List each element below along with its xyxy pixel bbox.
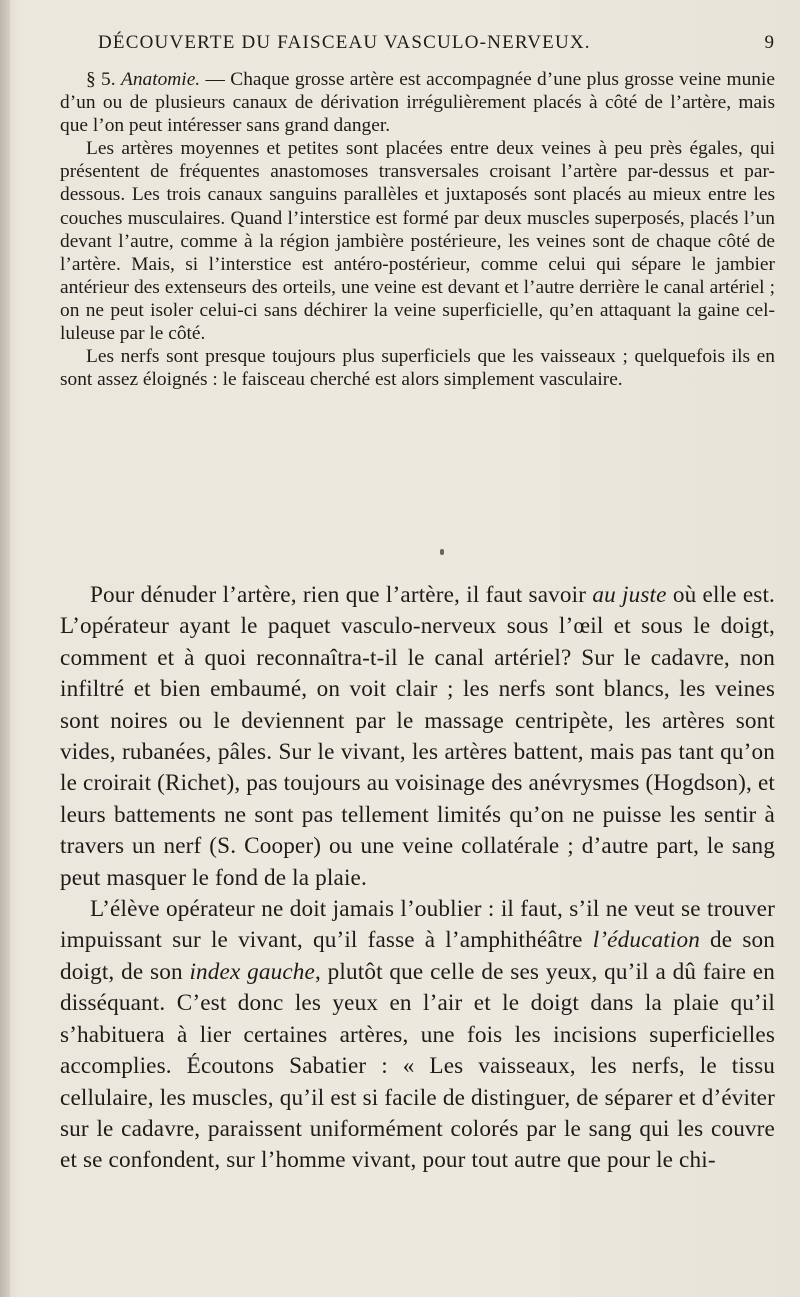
running-header [60,32,774,62]
page-number: 9 [764,32,774,53]
main-paragraph-2 [60,894,775,1177]
main-p2-emphasis-2: index gauche [189,958,315,985]
main-text [60,580,775,1177]
main-p2-text-a: L’élève opérateur ne doit jamais l’oublier : il faut, s’il ne veut se trouver impuissant sur le vivant, qu’il fasse à l’amphithéâtre [60,896,775,954]
section-paragraph-2: Les artères moyennes et petites sont placées entre deux veines à peu près égales, qui présentent de fréquentes anastomoses transversales croisant l’artère par-dessus et par-dessous. Les trois canaux sanguins parallèles et juxtaposés sont placés au mieux entre les couches musculaires. Quand l’interstice est formé par deux muscles superposés, placés l’un devant l’autre, comme à la région jambière postérieure, les veines sont de chaque côté de l’artère. Mais, si l’interstice est antéro-postérieur, comme celui qui sépare le jambier antérieur des extenseurs des orteils, une veine est devant et l’autre derrière le canal artériel ; on ne peut isoler celui-ci sans déchirer la veine superficielle, qu’en attaquant la gaine celluleuse par le côté. [60,138,775,345]
main-p2-text-b: de son doigt, de son [60,927,775,985]
main-p1-text-a: Pour dénuder l’artère, rien que l’artère, il faut savoir [90,582,593,608]
section-paragraph-1-text: — Chaque grosse artère est accompagnée d’une plus grosse veine munie d’un ou de plusieurs canaux de dérivation irrégulièrement placés à côté de l’artère, mais que l’on peut intéresser sans grand danger. [60,69,775,137]
main-p2-emphasis-1: l’éducation [592,927,700,954]
section-heading: Anatomie. [120,69,201,90]
main-p1-emphasis: au juste [592,582,667,608]
main-p2-text-c: , plutôt que celle de ses yeux, qu’il a dû faire en disséquant. C’est donc les yeux en l’air et le doigt dans la plaie qu’il s’habituera à lier certaines artères, une fois les incisions superficielles accomplies. Écoutons Sabatier : « Les vaisseaux, les nerfs, le tissu cellulaire, les muscles, qu’il est si facile de distinguer, de séparer et d’éviter sur le cadavre, paraissent uniformément colorés par le sang qui les couvre et se confondent, sur l’homme vivant, pour tout autre que pour le chi- [60,958,775,1174]
main-p1-text-b: où elle est. L’opérateur ayant le paquet vasculo-nerveux sous l’œil et sous le doigt, comment et à quoi reconnaîtra-t-il le canal artériel? Sur le cadavre, non infiltré et bien embaumé, on voit clair ; les nerfs sont blancs, les veines sont noires ou le deviennent par le massage centripète, les artères sont vides, rubanées, pâles. Sur le vivant, les artères battent, mais pas tant qu’on le croirait (Richet), pas toujours au voisinage des anévrysmes (Hogdson), et leurs battements ne sont pas tellement limités qu’on ne puisse les sentir à travers un nerf (S. Cooper) ou une veine collatérale ; d’autre part, le sang peut masquer le fond de la plaie. [60,582,775,891]
main-paragraph-1 [60,580,775,894]
section-number: § 5. [86,69,116,90]
running-title: DÉCOUVERTE DU FAISCEAU VASCULO-NERVEUX. [98,32,591,53]
page-binding-edge [0,0,10,1297]
section-paragraph-3: Les nerfs sont presque toujours plus superficiels que les vaisseaux ; quelquefois ils en sont assez éloignés : le faisceau cherché est alors simplement vasculaire. [60,346,775,391]
anatomy-section [60,68,775,391]
section-paragraph-1 [60,68,775,137]
ink-speck [440,549,444,555]
